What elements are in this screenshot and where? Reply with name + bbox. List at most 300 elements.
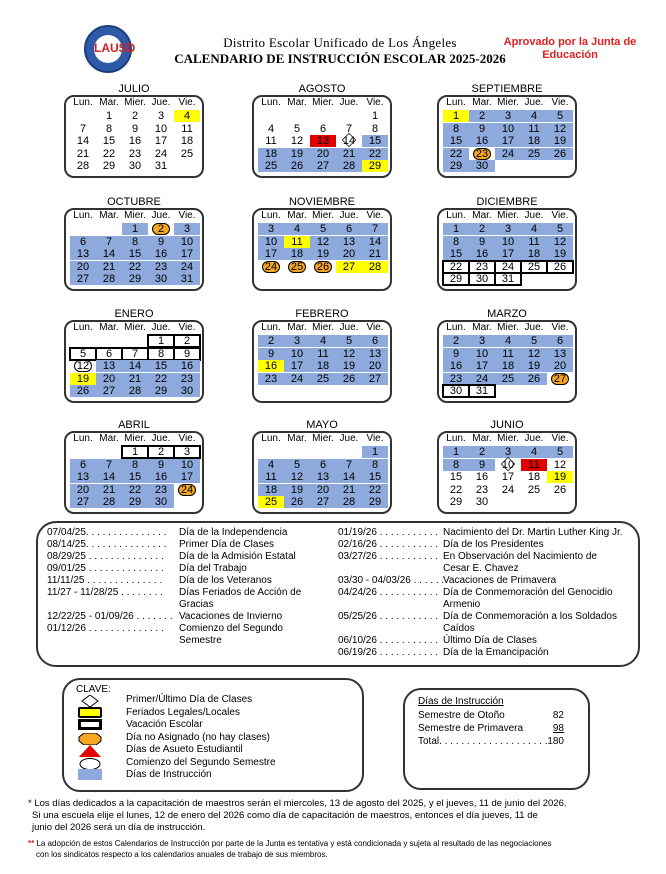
day-number: 30 (475, 496, 489, 509)
day-number: 15 (128, 471, 142, 484)
event-date: 07/04/25. . . . . . . . . . . . . . . (47, 527, 167, 538)
day-cell (495, 248, 521, 260)
event-description: Comienzo del Segundo (179, 623, 283, 634)
day-number: 18 (264, 147, 278, 160)
month-grid (437, 208, 577, 291)
weekday-label: Mier. (497, 433, 519, 444)
event-row (338, 551, 438, 563)
event-date: 11/11/25 . . . . . . . . . . . . . . (47, 575, 163, 586)
day-number: 27 (316, 160, 330, 173)
day-number: 12 (290, 471, 304, 484)
day-cell (336, 223, 362, 235)
days-label: Semestre de Primavera (418, 723, 524, 734)
day-cell (495, 223, 521, 235)
day-number: 12 (553, 122, 567, 135)
day-number: 15 (368, 471, 382, 484)
day-number: 10 (154, 122, 168, 135)
day-cell (284, 223, 310, 235)
day-cell (122, 348, 148, 360)
day-number: 2 (183, 335, 191, 347)
event-description: Vacaciones de Invierno (179, 611, 283, 622)
day-number: 8 (157, 347, 165, 360)
day-cell (362, 261, 388, 273)
event-description: Días Feriados de Acción de (179, 587, 302, 598)
day-number: 11 (317, 347, 329, 360)
day-cell (148, 335, 174, 347)
day-cell (362, 484, 388, 496)
day-number: 3 (183, 223, 191, 235)
day-cell (443, 135, 469, 147)
day-cell (310, 360, 336, 372)
weekday-label: Lun. (73, 433, 93, 444)
day-number: 9 (267, 347, 275, 360)
day-number: 11 (528, 235, 540, 248)
day-number: 18 (527, 471, 541, 484)
day-number: 13 (76, 471, 90, 484)
month-name: SEPTIEMBRE (471, 83, 543, 95)
event-description: Primer Día de Clases (179, 539, 275, 550)
day-number: 9 (131, 122, 139, 135)
day-number: 23 (475, 483, 489, 496)
day-cell (70, 385, 96, 397)
weekday-label: Mier. (312, 97, 334, 108)
orange-octagon-icon (78, 732, 102, 743)
day-number: 21 (342, 147, 356, 160)
day-number: 26 (527, 372, 541, 385)
day-number: 4 (319, 335, 327, 347)
day-cell (96, 160, 122, 172)
day-cell (122, 484, 148, 496)
event-date: 02/16/26 . . . . . . . . . . . (338, 539, 439, 550)
day-cell (521, 484, 547, 496)
day-cell (310, 459, 336, 471)
day-cell (469, 148, 495, 160)
day-number: 1 (452, 446, 460, 458)
legend-box (62, 678, 364, 792)
day-number: 17 (290, 360, 304, 373)
day-cell (284, 135, 310, 147)
day-cell (258, 496, 284, 508)
day-number: 4 (530, 223, 538, 235)
month-name: OCTUBRE (107, 196, 161, 208)
day-cell (174, 123, 200, 135)
day-cell (521, 135, 547, 147)
day-number: 20 (102, 372, 116, 385)
day-cell (148, 484, 174, 496)
month-grid (64, 208, 204, 291)
day-cell (547, 248, 573, 260)
day-cell (122, 236, 148, 248)
weekday-label: Jue. (339, 322, 359, 333)
day-cell (521, 471, 547, 483)
day-number: 27 (342, 260, 356, 273)
day-cell (362, 471, 388, 483)
month-mayo (252, 419, 392, 514)
day-cell (469, 471, 495, 483)
day-cell (148, 360, 174, 372)
weekday-header (66, 97, 206, 109)
day-cell (70, 348, 96, 360)
weekday-label: Vie. (178, 322, 196, 333)
day-cell (443, 496, 469, 508)
day-number: 28 (128, 385, 142, 398)
day-cell (362, 335, 388, 347)
day-number: 30 (154, 273, 168, 286)
day-number: 10 (501, 122, 515, 135)
day-number: 9 (478, 458, 486, 471)
day-number: 8 (131, 235, 139, 248)
day-cell (258, 471, 284, 483)
day-number: 3 (504, 446, 512, 458)
day-number: 26 (553, 483, 567, 496)
day-cell (174, 273, 200, 285)
day-cell (362, 373, 388, 385)
day-cell (495, 373, 521, 385)
instruction-days-box (403, 688, 590, 790)
day-cell (547, 446, 573, 458)
weekday-label: Mar. (99, 97, 119, 108)
day-number: 11 (528, 458, 540, 471)
day-number: 2 (157, 223, 165, 235)
weekday-label: Vie. (366, 97, 384, 108)
weekday-label: Mar. (472, 97, 492, 108)
day-number: 22 (128, 260, 142, 273)
day-cell (362, 248, 388, 260)
yellow-swatch-icon (78, 707, 102, 718)
day-number: 19 (553, 135, 567, 148)
day-number: 29 (102, 160, 116, 173)
weekday-label: Mar. (287, 322, 307, 333)
day-cell (521, 446, 547, 458)
day-number: 29 (449, 160, 463, 173)
day-number: 3 (293, 335, 301, 347)
day-cell (547, 148, 573, 160)
day-cell (547, 135, 573, 147)
weekday-label: Jue. (151, 433, 171, 444)
event-row (47, 611, 173, 623)
weekday-label: Mar. (99, 322, 119, 333)
day-number: 17 (475, 360, 489, 373)
day-cell (284, 471, 310, 483)
day-cell (469, 446, 495, 458)
day-number: 9 (157, 458, 165, 471)
legend-label: Comienzo del Segundo Semestre (126, 756, 276, 768)
weekday-label: Mier. (124, 433, 146, 444)
days-row-total (418, 736, 578, 747)
day-number: 3 (478, 335, 486, 347)
day-cell (547, 484, 573, 496)
day-cell (547, 223, 573, 235)
event-date: 03/27/26 . . . . . . . . . . . (338, 551, 439, 562)
legend-label: Vacación Escolar (126, 719, 203, 730)
day-number: 24 (501, 483, 515, 496)
weekday-label: Mar. (99, 210, 119, 221)
day-number: 10 (180, 458, 194, 471)
day-number: 14 (102, 471, 116, 484)
day-number: 20 (76, 483, 90, 496)
day-cell (148, 248, 174, 260)
day-number: 11 (502, 347, 514, 360)
day-cell (284, 459, 310, 471)
event-date: 08/14/25. . . . . . . . . . . . . . . (47, 539, 167, 550)
day-number: 4 (183, 110, 191, 122)
day-number: 10 (290, 347, 304, 360)
month-grid (437, 95, 577, 178)
day-number: 10 (180, 235, 194, 248)
day-cell (362, 160, 388, 172)
day-cell (521, 110, 547, 122)
weekday-label: Lun. (73, 322, 93, 333)
day-cell (70, 236, 96, 248)
weekday-header (254, 433, 394, 445)
day-number: 26 (316, 260, 330, 273)
weekday-label: Vie. (178, 210, 196, 221)
month-name: JUNIO (490, 419, 524, 431)
day-cell (362, 135, 388, 147)
day-number: 25 (180, 147, 194, 160)
day-number: 31 (154, 160, 168, 173)
day-number: 16 (449, 360, 463, 373)
month-grid (437, 431, 577, 514)
day-cell (336, 471, 362, 483)
day-cell (96, 360, 122, 372)
weekday-header (66, 322, 206, 334)
day-cell (336, 496, 362, 508)
day-number: 20 (316, 483, 330, 496)
day-number: 9 (452, 347, 460, 360)
day-number: 20 (316, 147, 330, 160)
day-number: 12 (553, 458, 567, 471)
day-cell (336, 335, 362, 347)
weekday-label: Mier. (497, 97, 519, 108)
weekday-label: Mier. (312, 433, 334, 444)
event-date: 01/12/26 . . . . . . . . . . . . . . (47, 623, 164, 634)
day-cell (284, 496, 310, 508)
day-cell (70, 135, 96, 147)
day-cell (336, 484, 362, 496)
day-cell (122, 261, 148, 273)
day-cell (284, 348, 310, 360)
days-row-fall (418, 710, 578, 721)
oval-icon (78, 757, 102, 768)
days-value: 82 (552, 710, 564, 721)
day-number: 14 (76, 135, 90, 148)
day-cell (310, 160, 336, 172)
month-name: ENERO (114, 308, 154, 320)
day-number: 29 (154, 385, 168, 398)
event-description: Día de Conmemoración del Genocidio (443, 587, 613, 598)
day-number: 17 (264, 248, 278, 261)
day-number: 17 (180, 471, 194, 484)
day-number: 30 (475, 160, 489, 173)
day-number: 1 (131, 223, 139, 235)
day-number: 27 (76, 496, 90, 509)
day-number: 12 (553, 235, 567, 248)
day-number: 24 (290, 372, 304, 385)
day-cell (174, 236, 200, 248)
day-number: 13 (368, 347, 382, 360)
weekday-label: Jue. (339, 97, 359, 108)
day-cell (122, 360, 148, 372)
month-name: NOVIEMBRE (288, 196, 355, 208)
day-cell (284, 248, 310, 260)
day-cell (362, 148, 388, 160)
day-number: 13 (342, 235, 356, 248)
footnote-star: ** (28, 839, 35, 848)
day-cell (70, 160, 96, 172)
event-description: Cesar E. Chavez (443, 563, 519, 574)
event-row (338, 635, 438, 647)
day-cell (96, 348, 122, 360)
legend-label: Días de Instrucción (126, 769, 212, 780)
month-octubre (64, 196, 204, 291)
day-cell (495, 236, 521, 248)
month-name: DICIEMBRE (476, 196, 538, 208)
day-number: 28 (342, 496, 356, 509)
day-cell (310, 471, 336, 483)
event-date: 01/19/26 . . . . . . . . . . . (338, 527, 439, 538)
weekday-label: Jue. (151, 322, 171, 333)
day-number: 29 (368, 160, 382, 173)
day-cell (174, 360, 200, 372)
day-number: 3 (504, 223, 512, 235)
day-number: 17 (180, 248, 194, 261)
day-number: 4 (267, 122, 275, 135)
day-number: 15 (449, 248, 463, 261)
instruction-days-title: Días de Instrucción (418, 696, 504, 707)
day-number: 25 (527, 483, 541, 496)
day-number: 23 (264, 372, 278, 385)
day-cell (521, 248, 547, 260)
day-number: 17 (501, 135, 515, 148)
month-agosto (252, 83, 392, 178)
event-description: En Observación del Nacimiento de (443, 551, 597, 562)
day-cell (96, 148, 122, 160)
day-number: 15 (449, 471, 463, 484)
day-cell (122, 123, 148, 135)
weekday-header (66, 210, 206, 222)
weekday-label: Lun. (261, 210, 281, 221)
event-description: Gracias (179, 599, 214, 610)
month-enero (64, 308, 204, 403)
footnote-1-line-1: * Los días dedicados a la capacitación de maestros serán el miercoles, 13 de agosto del 2025, y el jueves, 11 de junio del 2026. (28, 798, 567, 809)
month-name: MARZO (487, 308, 527, 320)
day-number: 28 (342, 160, 356, 173)
day-cell (174, 471, 200, 483)
weekday-label: Lun. (446, 322, 466, 333)
day-number: 2 (478, 223, 486, 235)
day-number: 13 (316, 471, 330, 484)
day-cell (310, 348, 336, 360)
weekday-header (254, 97, 394, 109)
day-number: 3 (183, 446, 191, 458)
day-cell (174, 148, 200, 160)
day-number: 22 (449, 147, 463, 160)
weekday-label: Vie. (178, 433, 196, 444)
day-number: 13 (102, 360, 116, 373)
day-cell (443, 273, 469, 285)
month-abril (64, 419, 204, 514)
weekday-label: Jue. (524, 433, 544, 444)
event-row (47, 527, 167, 539)
day-number: 14 (342, 135, 356, 148)
day-cell (495, 471, 521, 483)
day-number: 6 (79, 458, 87, 471)
day-cell (284, 373, 310, 385)
day-cell (469, 335, 495, 347)
event-date: 06/19/26 . . . . . . . . . . . (338, 647, 439, 658)
day-cell (495, 148, 521, 160)
day-number: 29 (128, 273, 142, 286)
month-name: FEBRERO (295, 308, 349, 320)
day-number: 1 (452, 223, 460, 235)
day-number: 8 (105, 122, 113, 135)
day-number: 23 (475, 260, 489, 273)
day-cell (443, 348, 469, 360)
day-cell (148, 385, 174, 397)
day-cell (547, 261, 573, 273)
month-septiembre (437, 83, 577, 178)
day-cell (122, 273, 148, 285)
day-number: 2 (478, 110, 486, 122)
day-cell (547, 335, 573, 347)
event-date: 06/10/26 . . . . . . . . . . . (338, 635, 439, 646)
day-number: 17 (501, 248, 515, 261)
day-cell (122, 160, 148, 172)
day-cell (495, 273, 521, 285)
weekday-label: Lun. (73, 97, 93, 108)
day-cell (336, 160, 362, 172)
event-row (47, 623, 164, 635)
day-number: 14 (368, 235, 382, 248)
month-name: MAYO (306, 419, 338, 431)
day-number: 21 (102, 260, 116, 273)
day-number: 7 (79, 122, 87, 135)
day-number: 28 (102, 496, 116, 509)
event-description: Día de los Veteranos (179, 575, 272, 586)
event-row (338, 539, 438, 551)
day-cell (122, 385, 148, 397)
day-number: 19 (342, 360, 356, 373)
day-number: 5 (293, 122, 301, 135)
day-number: 7 (105, 235, 113, 248)
day-cell (310, 236, 336, 248)
day-number: 8 (452, 122, 460, 135)
day-cell (336, 459, 362, 471)
day-cell (469, 496, 495, 508)
day-cell (96, 471, 122, 483)
day-number: 4 (504, 335, 512, 347)
day-cell (469, 459, 495, 471)
day-number: 7 (131, 347, 139, 360)
day-cell (310, 248, 336, 260)
day-number: 16 (180, 360, 194, 373)
event-row (338, 611, 438, 623)
month-grid (64, 431, 204, 514)
day-number: 14 (342, 471, 356, 484)
day-number: 3 (504, 110, 512, 122)
weekday-label: Mier. (124, 210, 146, 221)
day-cell (96, 459, 122, 471)
weekday-label: Mier. (312, 210, 334, 221)
day-number: 12 (316, 235, 330, 248)
day-number: 20 (368, 360, 382, 373)
legend-label: Días de Asueto Estudiantil (126, 744, 243, 755)
day-number: 10 (475, 347, 489, 360)
day-cell (495, 110, 521, 122)
day-cell (122, 373, 148, 385)
weekday-label: Jue. (151, 210, 171, 221)
